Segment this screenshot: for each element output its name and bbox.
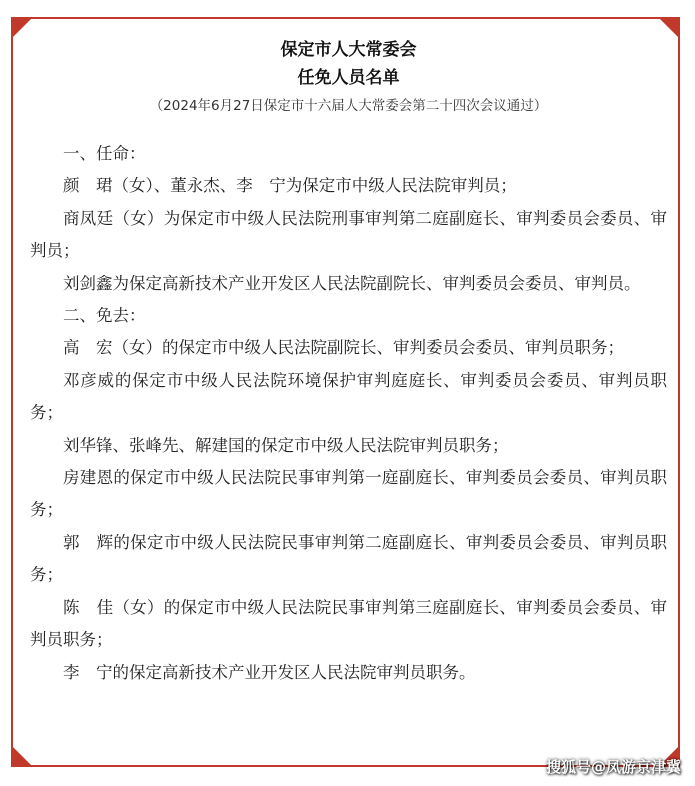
section-heading-appoint: 一、任命： [63, 144, 146, 163]
removal-item: 房建恩的保定市中级人民法院民事审判第一庭副庭长、审判委员会委员、审判员职务； [30, 468, 667, 520]
document-title-line1: 保定市人大常委会 [280, 40, 417, 60]
removal-item: 李 宁的保定高新技术产业开发区人民法院审判员职务。 [63, 662, 476, 682]
removal-item: 高 宏（女）的保定市中级人民法院副院长、审判委员会委员、审判员职务； [63, 338, 624, 358]
source-watermark: 搜狐号@凤游京津冀 [545, 758, 681, 776]
removal-item: 刘华锋、张峰先、解建国的保定市中级人民法院审判员职务； [63, 435, 509, 455]
corner-ornament-bottom-left [11, 745, 33, 767]
appointment-item: 商凤廷（女）为保定市中级人民法院刑事审判第二庭副庭长、审判委员会委员、审判员； [30, 208, 667, 261]
document-subtitle: （2024年6月27日保定市十六届人大常委会第二十四次会议通过） [149, 98, 548, 114]
document-content [30, 36, 667, 689]
removal-item: 邓彦威的保定市中级人民法院环境保护审判庭庭长、审判委员会委员、审判员职务； [30, 370, 667, 423]
document-title-line2: 任免人员名单 [297, 68, 400, 88]
removal-item: 陈 佳（女）的保定市中级人民法院民事审判第三庭副庭长、审判委员会委员、审判员职务； [30, 597, 667, 650]
appointment-item: 刘剑鑫为保定高新技术产业开发区人民法院副院长、审判委员会委员、审判员。 [63, 273, 641, 293]
removal-item: 郭 辉的保定市中级人民法院民事审判第二庭副庭长、审判委员会委员、审判员职务； [30, 532, 667, 585]
appointment-item: 颜 珺（女）、董永杰、李 宁为保定市中级人民法院审判员； [63, 176, 517, 196]
section-heading-remove: 二、免去： [63, 306, 146, 326]
